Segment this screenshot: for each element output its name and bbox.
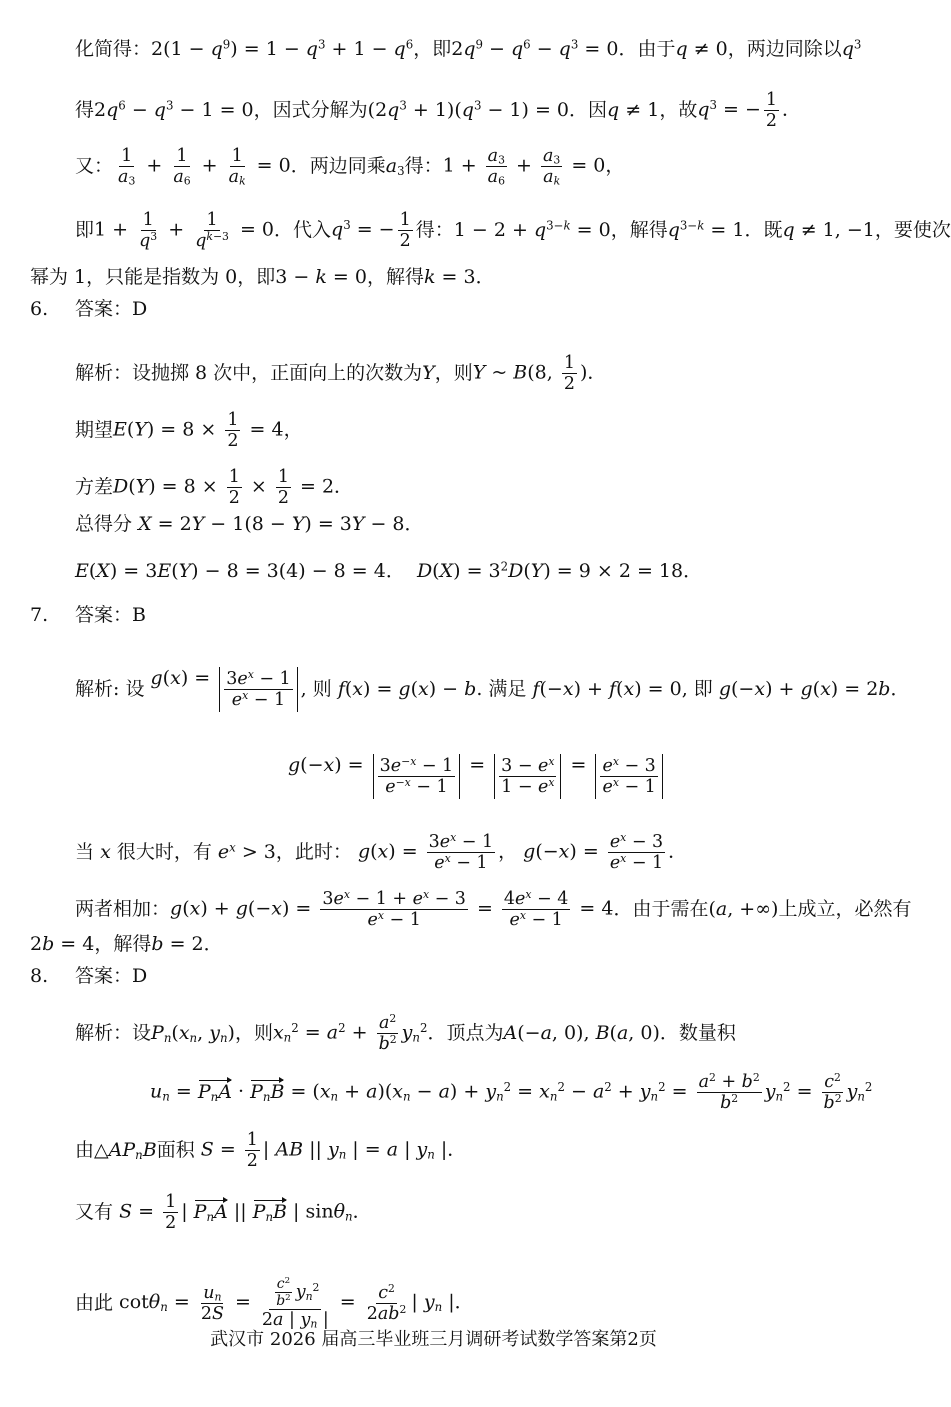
- formula: $q^3$ = − $\frac{1}{2}$ ．: [697, 90, 802, 132]
- q7-line-2: [288, 754, 666, 799]
- text: ，故: [659, 99, 698, 122]
- formula: 3 − k = 0: [275, 266, 367, 288]
- q6-line-2: [75, 410, 303, 451]
- text: 总得分: [75, 513, 133, 535]
- formula: x: [100, 841, 111, 864]
- text: ，此时：: [275, 841, 352, 864]
- text: ，要使次: [874, 219, 951, 242]
- q5-line-4: [75, 210, 951, 251]
- q7-header: [30, 606, 146, 625]
- q6-line-4: [75, 515, 424, 534]
- text: 很大时，有: [116, 841, 212, 864]
- text: ．两边同乘: [290, 155, 386, 178]
- formula: 1 + $\frac{a_3}{a_6}$ + $\frac{a_3}{a_k}$ = 0，: [442, 146, 625, 188]
- text: , 则: [300, 678, 332, 701]
- text: , 即: [681, 678, 713, 701]
- formula: f(x) = g(x) − b: [337, 678, 477, 701]
- formula: $a_3$: [385, 155, 405, 179]
- formula: D(Y) = 8 × $\frac{1}{2}$ × $\frac{1}{2}$ = 2．: [113, 467, 354, 509]
- formula: g(x) = $\frac{3e^x - 1}{e^x - 1}$: [144, 667, 300, 712]
- formula: Y: [422, 362, 435, 385]
- text: 又有: [75, 1201, 114, 1224]
- formula: $2q^6 - q^3 - 1 = 0$: [94, 98, 254, 122]
- text: 由此: [75, 1291, 114, 1314]
- q7-line-5: [30, 935, 223, 954]
- formula: S = $\frac{1}{2}$ | AB || $y_n$ | = a | $y_n$ |．: [200, 1130, 467, 1172]
- q6-header: [30, 300, 147, 319]
- formula: A(−a, 0), B(a, 0): [503, 1022, 660, 1045]
- formula: g(x) + g(−x) = $\frac{3e^x - 1 + e^x - 3}{e^x - 1}$ = $\frac{4e^x - 4}{e^x - 1}$ = 4: [170, 888, 614, 931]
- formula: $q^3$: [841, 37, 862, 60]
- text: 化简得：: [75, 38, 152, 60]
- formula: $P_n(x_n$, $y_n$): [151, 1022, 235, 1046]
- text: 幂为 1，只能是指数为 0，即: [30, 266, 276, 288]
- q6-line-1: [75, 353, 606, 394]
- formula: q ≠ 0: [675, 38, 728, 60]
- text: 又：: [75, 155, 114, 178]
- formula: (a, +∞): [708, 898, 779, 921]
- text: 当: [75, 841, 95, 864]
- q5-line-1: [75, 37, 862, 60]
- formula: k = 3．: [423, 266, 495, 288]
- q7-line-3: [75, 832, 687, 873]
- q6-line-3: [75, 467, 353, 508]
- text: ．既: [744, 219, 783, 242]
- formula: g(x) = $\frac{3e^x - 1}{e^x - 1}$ ， g(−x) = $\frac{e^x - 3}{e^x - 1}$ ．: [357, 831, 688, 874]
- text: ．因: [569, 99, 608, 122]
- q5-line-5: [30, 268, 495, 287]
- formula: q ≠ 1, −1: [782, 219, 875, 242]
- formula: E(X) = 3E(Y) − 8 = 3(4) − 8 = 4． $D(X) = 3^2D(Y) = 9 \times 2 = 18$．: [75, 559, 703, 582]
- text: ，则: [434, 362, 473, 385]
- text: 得: [75, 99, 95, 122]
- text: 得：: [415, 219, 454, 242]
- text: ．由于: [618, 38, 676, 60]
- formula: $\frac{1}{a_3}$ + $\frac{1}{a_6}$ + $\frac{1}{a_k}$ = 0: [118, 146, 291, 188]
- answer-label: 答案：D: [75, 965, 148, 987]
- page-footer: 武汉市 2026 届高三毕业班三月调研考试数学答案第2页: [210, 1329, 657, 1350]
- q6-line-5: [75, 559, 703, 582]
- formula: g(−x) + g(x) = 2b．: [718, 678, 910, 701]
- text: ．顶点为: [427, 1022, 504, 1045]
- text: 解析：设: [75, 1022, 152, 1045]
- q5-line-3: [75, 146, 624, 187]
- formula: 2b = 4: [30, 933, 95, 955]
- q5-line-2: [75, 90, 801, 131]
- formula: $x_n^2 = a^2$ + $\frac{a^2}{b^2}$ $y_n^2$: [272, 1012, 428, 1055]
- text: 即: [75, 219, 95, 242]
- text: ，解得: [94, 933, 152, 955]
- text: . 满足: [476, 678, 527, 701]
- answer-label: 答案：B: [75, 604, 146, 626]
- q7-line-4: [75, 889, 911, 930]
- formula: $2q^9 - q^6 - q^3 = 0$: [451, 37, 619, 60]
- text: 两者相加：: [75, 898, 171, 921]
- q8-line-3: [75, 1130, 466, 1171]
- text: 面积: [156, 1139, 195, 1162]
- q7-line-1: [75, 667, 909, 712]
- formula: cotθ$_n$ = $\frac{u_n}{2S}$ = $\frac{c^2}{b^2}$ $y_n^2$ 2a | $y_n$ | = $\frac{c^2}{2ab^2}$ | $y_n$ |．: [113, 1276, 474, 1331]
- question-number: 6.: [30, 298, 49, 320]
- formula: $q^3$ = − $\frac{1}{2}$: [331, 210, 411, 252]
- formula: f(−x) + f(x) = 0: [532, 678, 682, 701]
- text: ，即: [413, 38, 452, 60]
- text: ，两边同除以: [727, 38, 842, 60]
- text: ，因式分解为: [253, 99, 368, 122]
- text: 上成立，必然有: [778, 898, 912, 921]
- text: ，解得: [610, 219, 668, 242]
- q8-line-1: [75, 1013, 736, 1054]
- formula: $\triangle AP_nB$: [94, 1139, 157, 1163]
- question-number: 8.: [30, 965, 49, 987]
- text: 解析: 设: [75, 678, 145, 701]
- text: 得：: [404, 155, 443, 178]
- formula: $q^{3-k} = 1$: [667, 218, 745, 242]
- answer-label: 答案：D: [75, 298, 148, 320]
- formula: q ≠ 1: [607, 99, 660, 122]
- formula: $(2q^3 + 1)(q^3 - 1) = 0$: [367, 98, 570, 122]
- formula: E(Y) = 8 × $\frac{1}{2}$ = 4，: [113, 410, 303, 452]
- text: ．数量积: [659, 1022, 736, 1045]
- formula: $2(1 - q^9) = 1 - q^3 + 1 - q^6$: [151, 37, 414, 60]
- text: ，则: [234, 1022, 273, 1045]
- q8-line-5: [75, 1276, 474, 1330]
- formula: g(−x) = $\frac{3e^{-x} - 1}{e^{-x} - 1}$ = $\frac{3 - e^x}{1 - e^x}$ = $\frac{e^x - 3}{e^x - 1}$: [288, 754, 666, 799]
- text: ．代入: [274, 219, 332, 242]
- formula: $1 - 2 + q^{3-k} = 0$: [453, 218, 611, 242]
- formula: X = 2Y − 1(8 − Y) = 3Y − 8．: [138, 513, 424, 535]
- formula: Y ~ B(8, $\frac{1}{2}$ )．: [472, 353, 607, 395]
- text: 解析：设抛掷 8 次中，正面向上的次数为: [75, 362, 423, 385]
- formula: $u_n = P_nA \cdot P_nB = (x_n + a)(x_n - a) + y_n^2 = x_n^2 - a^2 + y_n^2$ = $\frac{a^2 + b^2}{b^2}$ $y_n^2$ = $\frac{c^2}{b^2}$ $y_n^2$: [150, 1071, 873, 1114]
- formula: 1 + $\frac{1}{q^3}$ + $\frac{1}{q^{k-3}}$ = 0: [94, 210, 274, 252]
- question-number: 7.: [30, 604, 49, 626]
- formula: $e^x > 3$: [217, 840, 276, 864]
- q8-header: [30, 967, 147, 986]
- text: ，解得: [366, 266, 424, 288]
- q8-line-4: [75, 1192, 372, 1233]
- q8-line-2: [150, 1072, 872, 1113]
- text: 方差: [75, 476, 114, 499]
- text: 由: [75, 1139, 95, 1162]
- text: ．由于需在: [613, 898, 709, 921]
- formula: b = 2．: [151, 933, 223, 955]
- formula: S = $\frac{1}{2}$ | $P_nA$ || $P_nB$ | sinθ$_n$．: [119, 1192, 372, 1234]
- text: 期望: [75, 419, 114, 442]
